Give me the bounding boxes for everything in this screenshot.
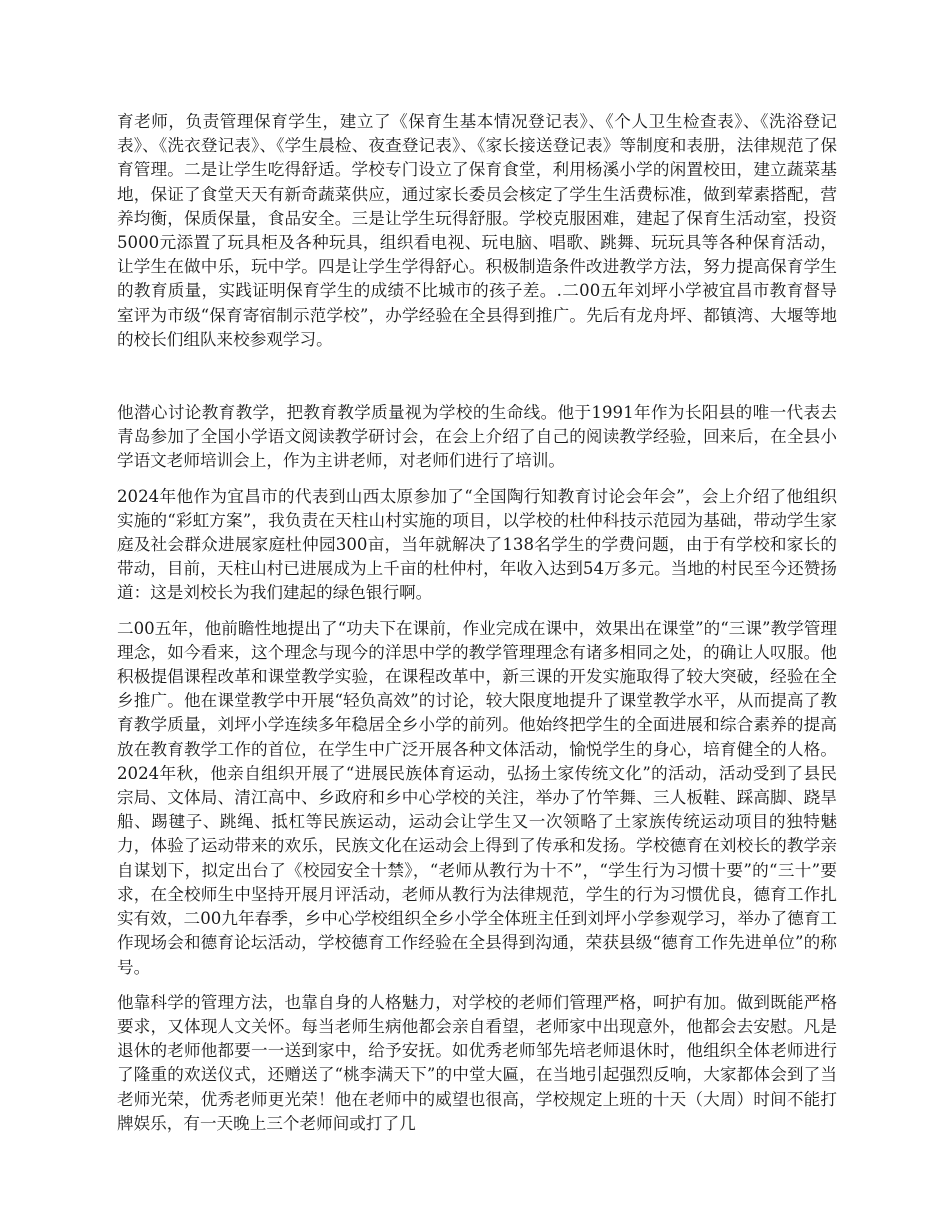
paragraph-4: 二00五年，他前瞻性地提出了“功夫下在课前，作业完成在课中，效果出在课堂”的“三课”教学管理理念，如今看来，这个理念与现今的洋思中学的教学管理理念有诸多相同之处，的确让人叹服。他积极提倡课程改革和课堂教学实验，在课程改革中，新三课的开发实施取得了较大突破，经验在全乡推广。他在课堂教学中开展“轻负高效”的讨论，较大限度地提升了课堂教学水平，从而提高了教育教学质量，刘坪小学连续多年稳居全乡小学的前列。他始终把学生的全面进展和综合素养的提高放在教育教学工作的首位，在学生中广泛开展各种文体活动，愉悦学生的身心，培育健全的人格。2024年秋，他亲自组织开展了“进展民族体育运动，弘扬土家传统文化”的活动，活动受到了县民宗局、文体局、清江高中、乡政府和乡中心学校的关注，举办了竹竿舞、三人板鞋、踩高脚、跷旱船、踢毽子、跳绳、抵杠等民族运动，运动会让学生又一次领略了土家族传统运动项目的独特魅力，体验了运动带来的欢乐，民族文化在运动会上得到了传承和发扬。学校德育在刘校长的教学亲自谋划下，拟定出台了《校园安全十禁》，“老师从教行为十不”，“学生行为习惯十要”的“三十”要求，在全校师生中坚持开展月评活动，老师从教行为法律规范，学生的行为习惯优良，德育工作扎实有效，二00九年春季，乡中心学校组织全乡小学全体班主任到刘坪小学参观学习，举办了德育工作现场会和德育论坛活动，学校德育工作经验在全县得到沟通，荣获县级“德育工作先进单位”的称号。 [117, 618, 837, 977]
paragraph-1: 育老师，负责管理保育学生，建立了《保育生基本情况登记表》、《个人卫生检查表》、《洗浴登记表》、《洗衣登记表》、《学生晨检、夜查登记表》、《家长接送登记表》等制度和表册，法律规范了保育管理。二是让学生吃得舒适。学校专门设立了保育食堂，利用杨溪小学的闲置校田，建立蔬菜基地，保证了食堂天天有新奇蔬菜供应，通过家长委员会核定了学生生活费标准，做到荤素搭配，营养均衡，保质保量，食品安全。三是让学生玩得舒服。学校克服困难，建起了保育生活动室，投资5000元添置了玩具柜及各种玩具，组织看电视、玩电脑、唱歌、跳舞、玩玩具等各种保育活动，让学生在做中乐，玩中学。四是让学生学得舒心。积极制造条件改进教学方法，努力提高保育学生的教育质量，实践证明保育学生的成绩不比城市的孩子差。.二00五年刘坪小学被宜昌市教育督导室评为市级“保育寄宿制示范学校”，办学经验在全县得到推广。先后有龙舟坪、都镇湾、大堰等地的校长们组队来校参观学习。 [117, 112, 837, 349]
paragraph-5: 他靠科学的管理方法，也靠自身的人格魅力，对学校的老师们管理严格，呵护有加。做到既能严格要求，又体现人文关怀。每当老师生病他都会亲自看望，老师家中出现意外，他都会去安慰。凡是退休的老师他都要一一送到家中，给予安抚。如优秀老师邹先培老师退休时，他组织全体老师进行了隆重的欢送仪式，还赠送了“桃李满天下”的中堂大匾，在当地引起强烈反响，大家都体会到了当老师光荣，优秀老师更光荣！他在老师中的威望也很高，学校规定上班的十天（大周）时间不能打牌娱乐，有一天晚上三个老师间或打了几 [117, 992, 837, 1133]
paragraph-3: 2024年他作为宜昌市的代表到山西太原参加了“全国陶行知教育讨论会年会”，会上介绍了他组织实施的“彩虹方案”，我负责在天柱山村实施的项目，以学校的杜仲科技示范园为基础，带动学生家庭及社会群众进展家庭杜仲园300亩，当年就解决了138名学生的学费问题，由于有学校和家长的带动，目前，天柱山村已进展成为上千亩的杜仲村，年收入达到54万多元。当地的村民至今还赞扬道：这是刘校长为我们建起的绿色银行啊。 [117, 486, 837, 603]
paragraph-2: 他潜心讨论教育教学，把教育教学质量视为学校的生命线。他于1991年作为长阳县的唯一代表去青岛参加了全国小学语文阅读教学研讨会，在会上介绍了自己的阅读教学经验，回来后，在全县小学语文老师培训会上，作为主讲老师，对老师们进行了培训。 [117, 403, 837, 471]
document-page [117, 110, 837, 1136]
